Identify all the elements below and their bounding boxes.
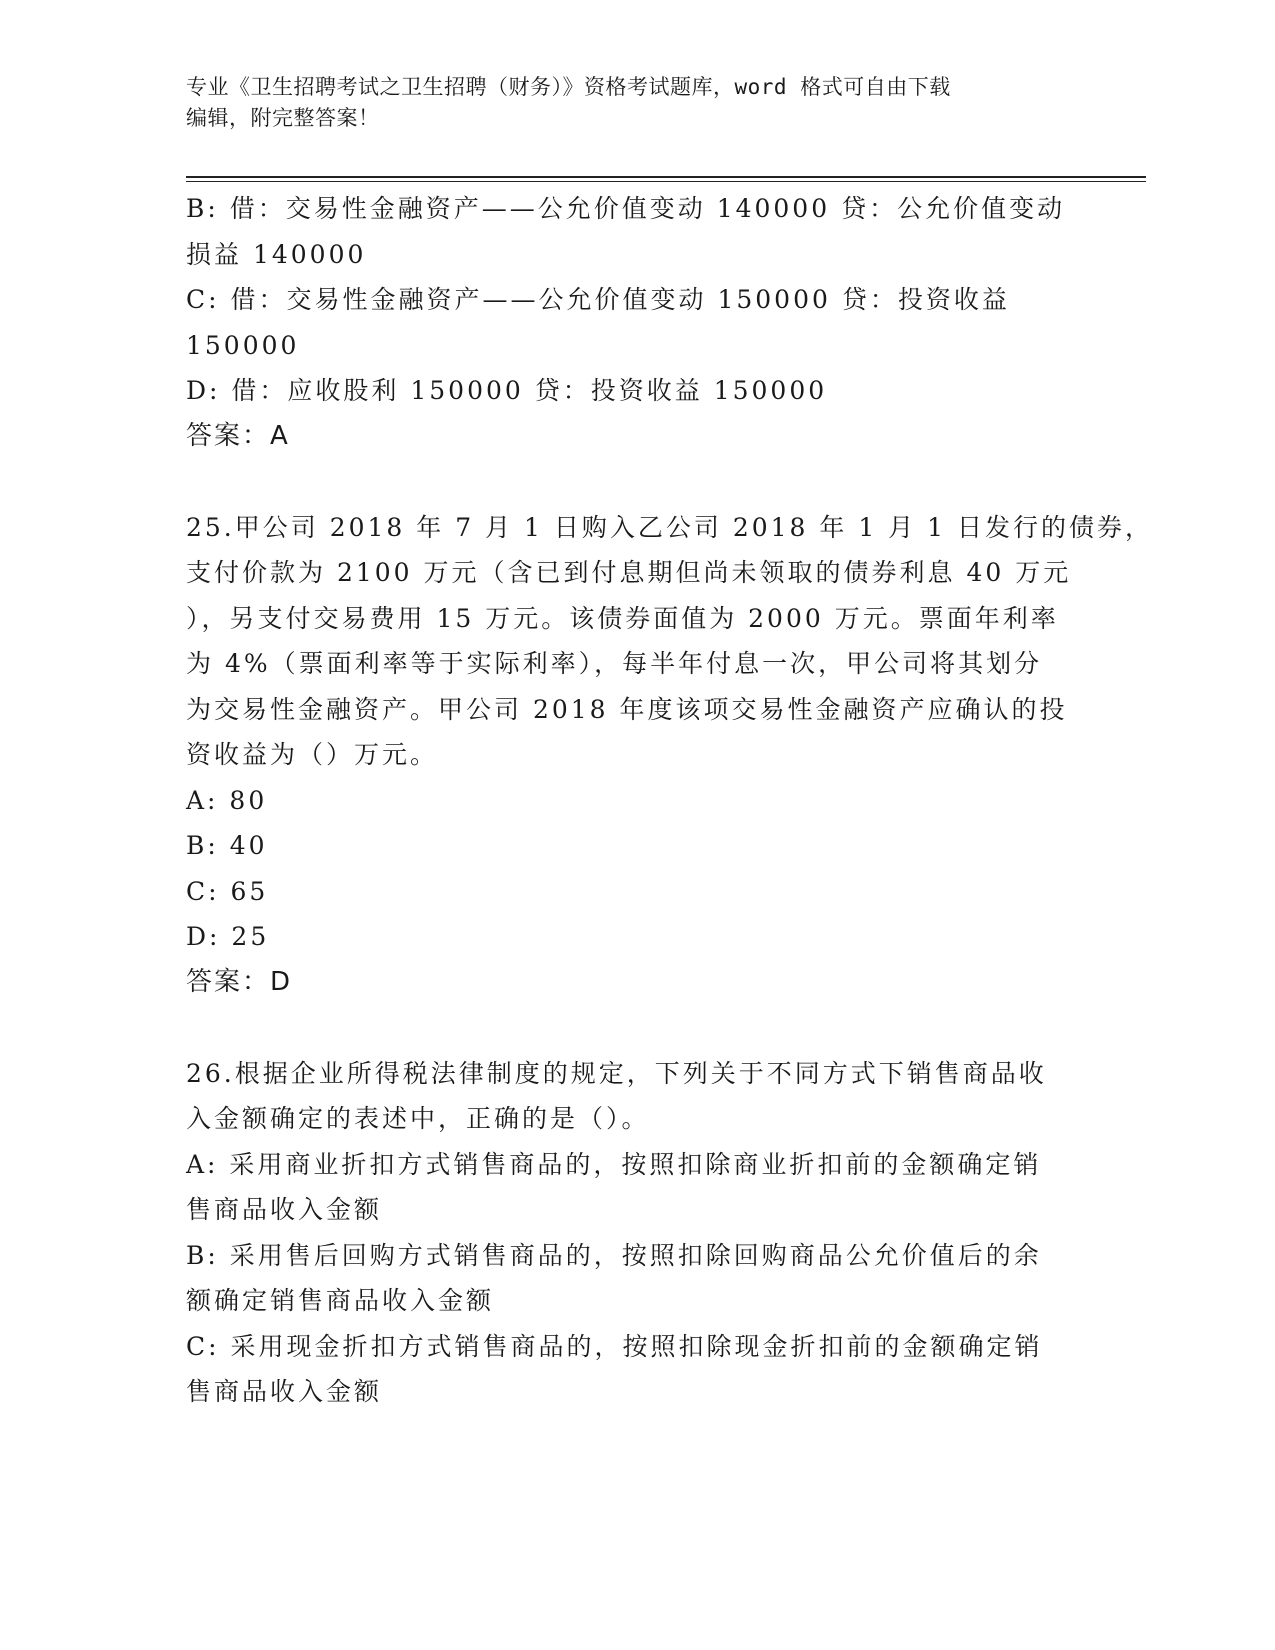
spacer — [186, 459, 1066, 505]
question-stem-line-5: 为交易性金融资产。甲公司 2018 年度该项交易性金融资产应确认的投 — [186, 694, 1068, 724]
option-c: C: 65 — [186, 876, 269, 906]
option-b: B: 40 — [186, 831, 268, 860]
option-c-line-1: C: 采用现金折扣方式销售商品的，按照扣除现金折扣前的金额确定销 — [186, 1331, 1043, 1361]
option-b-line-1: B: 借：交易性金融资产——公允价值变动 140000 贷：公允价值变动 — [186, 194, 1066, 223]
header-rule-thick — [186, 176, 1146, 178]
option-a: A: 80 — [186, 785, 268, 815]
option-c-line-2: 150000 — [186, 330, 300, 360]
header-rule-thin — [186, 181, 1146, 182]
option-b-line-2: 损益 140000 — [186, 239, 367, 269]
option-a-line-1: A: 采用商业折扣方式销售商品的，按照扣除商业折扣前的金额确定销 — [186, 1149, 1042, 1179]
option-a-line-2: 售商品收入金额 — [186, 1195, 383, 1224]
question-24-continued — [186, 186, 1066, 459]
header-line-2: 编辑，附完整答案！ — [186, 106, 380, 130]
option-b-line-2: 额确定销售商品收入金额 — [186, 1286, 495, 1315]
answer-24: 答案：A — [186, 420, 290, 451]
option-b-line-1: B: 采用售后回购方式销售商品的，按照扣除回购商品公允价值后的余 — [186, 1240, 1042, 1270]
option-c-line-1: C: 借：交易性金融资产——公允价值变动 150000 贷：投资收益 — [186, 285, 1010, 314]
option-c-line-2: 售商品收入金额 — [186, 1377, 383, 1406]
question-stem-line-1: 25.甲公司 2018 年 7 月 1 日购入乙公司 2018 年 1 月 1 日发行的债券， — [186, 512, 1153, 542]
question-stem-line-6: 资收益为（）万元。 — [186, 740, 439, 769]
question-stem-line-2: 支付价款为 2100 万元（含已到付息期但尚未领取的债券利息 40 万元 — [186, 558, 1072, 587]
document-body — [186, 186, 1153, 1415]
header-line-1: 专业《卫生招聘考试之卫生招聘（财务）》资格考试题库，word 格式可自由下载 — [186, 75, 951, 99]
answer-25: 答案：D — [186, 966, 293, 997]
question-stem-line-4: 为 4%（票面利率等于实际利率），每半年付息一次，甲公司将其划分 — [186, 649, 1043, 678]
option-d: D: 借：应收股利 150000 贷：投资收益 150000 — [186, 376, 828, 405]
question-stem-line-3: ），另支付交易费用 15 万元。该债券面值为 2000 万元。票面年利率 — [186, 603, 1059, 633]
question-26 — [186, 1051, 1066, 1415]
page-header — [186, 72, 1086, 134]
spacer — [186, 1005, 1066, 1051]
option-d: D: 25 — [186, 922, 270, 951]
question-stem-line-1: 26.根据企业所得税法律制度的规定，下列关于不同方式下销售商品收 — [186, 1058, 1047, 1088]
question-25 — [186, 505, 1153, 1006]
question-stem-line-2: 入金额确定的表述中，正确的是（）。 — [186, 1104, 650, 1133]
